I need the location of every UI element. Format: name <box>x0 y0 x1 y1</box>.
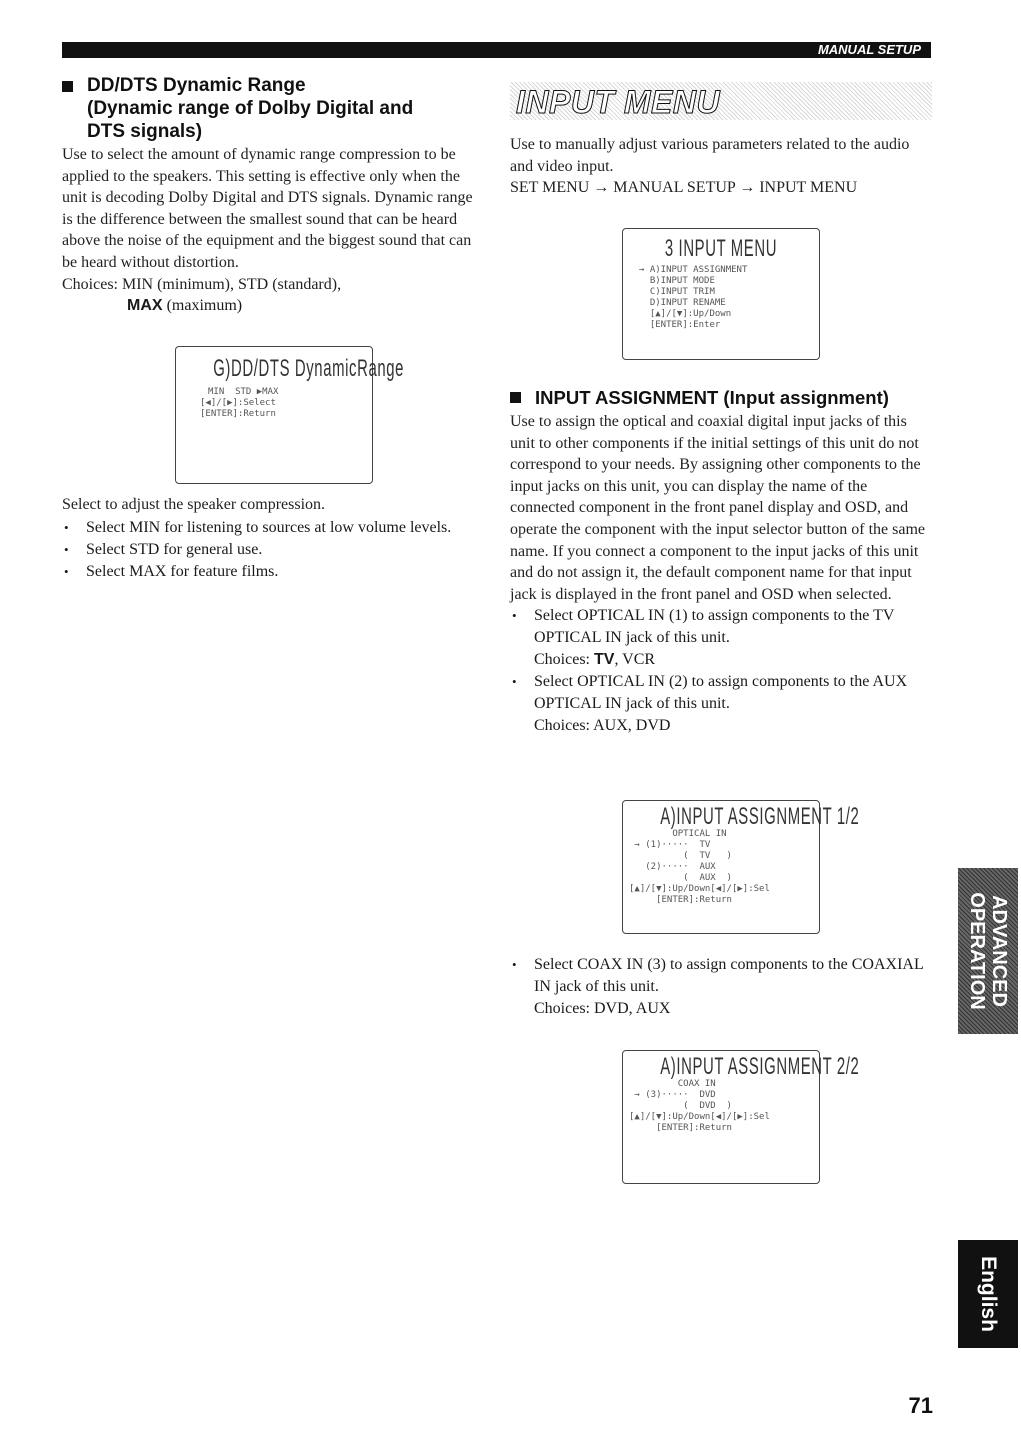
osd-line: [ENTER]:Return <box>200 409 276 419</box>
input-menu-intro-text: Use to manually adjust various parameters related to the audio and video input. <box>510 136 910 175</box>
choice-tv-bold: TV <box>594 651 615 669</box>
osd-title: G)DD/DTS DynamicRange <box>213 355 405 382</box>
osd-line: [▲]/[▼]:Up/Down[◀]/[▶]:Sel <box>629 1112 770 1122</box>
osd-line: [▲]/[▼]:Up/Down <box>639 309 732 319</box>
side-tab-english-label: English <box>977 1256 1000 1332</box>
title-line-3: DTS signals) <box>87 121 203 142</box>
dd-dts-choices-max <box>62 295 487 317</box>
osd-line: [ENTER]:Return <box>629 1123 732 1133</box>
heading-bullet-icon <box>62 81 73 92</box>
dd-dts-heading <box>62 74 487 143</box>
side-tab-advanced: ADVANCED <box>988 895 1010 1007</box>
osd-line: OPTICAL IN <box>629 829 727 839</box>
page-number: 71 <box>908 1393 933 1418</box>
osd-dynamic-range <box>175 346 405 484</box>
osd-title: A)INPUT ASSIGNMENT 1/2 <box>660 803 860 830</box>
osd-line: [◀]/[▶]:Select <box>200 398 276 408</box>
optical2-choices: Choices: AUX, DVD <box>534 717 671 735</box>
osd-line: → A)INPUT ASSIGNMENT <box>639 265 748 275</box>
list-item: • Select MAX for feature films. <box>62 561 487 583</box>
osd-line: → (1)····· TV <box>629 840 711 850</box>
dd-dts-title <box>87 74 413 143</box>
osd-line: D)INPUT RENAME <box>639 298 726 308</box>
left-bullets <box>62 517 487 583</box>
input-assignment-section <box>510 386 935 737</box>
section-label: MANUAL SETUP <box>810 42 929 58</box>
dd-dts-choices: Choices: MIN (minimum), STD (standard), <box>62 275 342 293</box>
list-item: • Select COAX IN (3) to assign components to the COAXIAL IN jack of this unit. <box>510 954 935 998</box>
list-item: • Select OPTICAL IN (1) to assign components to the TV OPTICAL IN jack of this unit. <box>510 605 935 649</box>
choices-prefix: Choices: <box>534 651 594 669</box>
osd-line: [ENTER]:Return <box>629 895 732 905</box>
input-assignment-title: INPUT ASSIGNMENT (Input assignment) <box>535 387 889 408</box>
osd-line: ( TV ) <box>629 851 732 861</box>
side-tab-label <box>966 892 1010 1009</box>
choice-max-bold: MAX <box>127 297 163 315</box>
header-bar <box>62 42 931 58</box>
left-after-osd <box>62 494 487 583</box>
side-tab-english <box>958 1240 1018 1348</box>
left-column <box>62 74 487 317</box>
title-line-1: DD/DTS Dynamic Range <box>87 75 306 96</box>
input-menu-intro <box>510 134 935 199</box>
osd-line: ( AUX ) <box>629 873 732 883</box>
osd-input-menu <box>622 228 820 360</box>
side-tab-operation: OPERATION <box>966 892 988 1010</box>
input-menu-banner <box>510 82 932 120</box>
osd-line: C)INPUT TRIM <box>639 287 715 297</box>
optical1-choices <box>510 649 935 671</box>
osd-line: MIN STD ▶MAX <box>208 387 279 397</box>
osd-line: COAX IN <box>629 1079 716 1089</box>
coax-bullets <box>510 954 935 998</box>
osd-line: [ENTER]:Enter <box>639 320 721 330</box>
banner-title: INPUT MENU <box>516 84 721 120</box>
list-item: • Select OPTICAL IN (2) to assign components to the AUX OPTICAL IN jack of this unit. <box>510 671 935 715</box>
input-assignment-body: Use to assign the optical and coaxial digital input jacks of this unit to other components if the initial settings of this unit do not correspond to your needs. By assigning other components to the input jacks on this unit, you can display the name of the connected component in the front panel display and OSD, and operate the component with the input selector button of the same name. If you connect a component to the input jacks of this unit and do not assign it, the default component name for that input jack is displayed in the front panel and OSD when selected. <box>510 413 925 603</box>
osd-title: A)INPUT ASSIGNMENT 2/2 <box>660 1053 860 1080</box>
osd-line: B)INPUT MODE <box>639 276 715 286</box>
dd-dts-intro: Use to select the amount of dynamic range compression to be applied to the speakers. This setting is effective only when the unit is decoding Dolby Digital and DTS signals. Dynamic range is the difference between the smallest sound that can be heard above the noise of the equipment and the biggest sound that can be heard without distortion. <box>62 146 473 271</box>
osd-line: ( DVD ) <box>629 1101 732 1111</box>
choice-max-rest: (maximum) <box>162 297 243 315</box>
osd-input-assignment-1 <box>622 800 860 934</box>
side-tab-advanced-operation <box>958 868 1018 1034</box>
choices-rest: , VCR <box>614 651 656 669</box>
menu-path: SET MENU → MANUAL SETUP → INPUT MENU <box>510 179 858 197</box>
osd-title: 3 INPUT MENU <box>664 235 778 262</box>
input-assignment-heading <box>510 386 935 409</box>
osd-input-assignment-2 <box>622 1050 860 1184</box>
list-item: • Select MIN for listening to sources at low volume levels. <box>62 517 487 539</box>
optical-bullets <box>510 605 935 649</box>
osd-line: → (3)····· DVD <box>629 1090 716 1100</box>
osd-line: [▲]/[▼]:Up/Down[◀]/[▶]:Sel <box>629 884 770 894</box>
coax-section <box>510 954 935 1020</box>
optical2-bullets <box>510 671 935 715</box>
osd-line: (2)····· AUX <box>629 862 716 872</box>
after-osd-text: Select to adjust the speaker compression. <box>62 496 326 513</box>
heading-bullet-icon <box>510 392 521 403</box>
list-item: • Select STD for general use. <box>62 539 487 561</box>
title-line-2: (Dynamic range of Dolby Digital and <box>87 98 414 119</box>
coax-choices: Choices: DVD, AUX <box>534 1000 671 1017</box>
